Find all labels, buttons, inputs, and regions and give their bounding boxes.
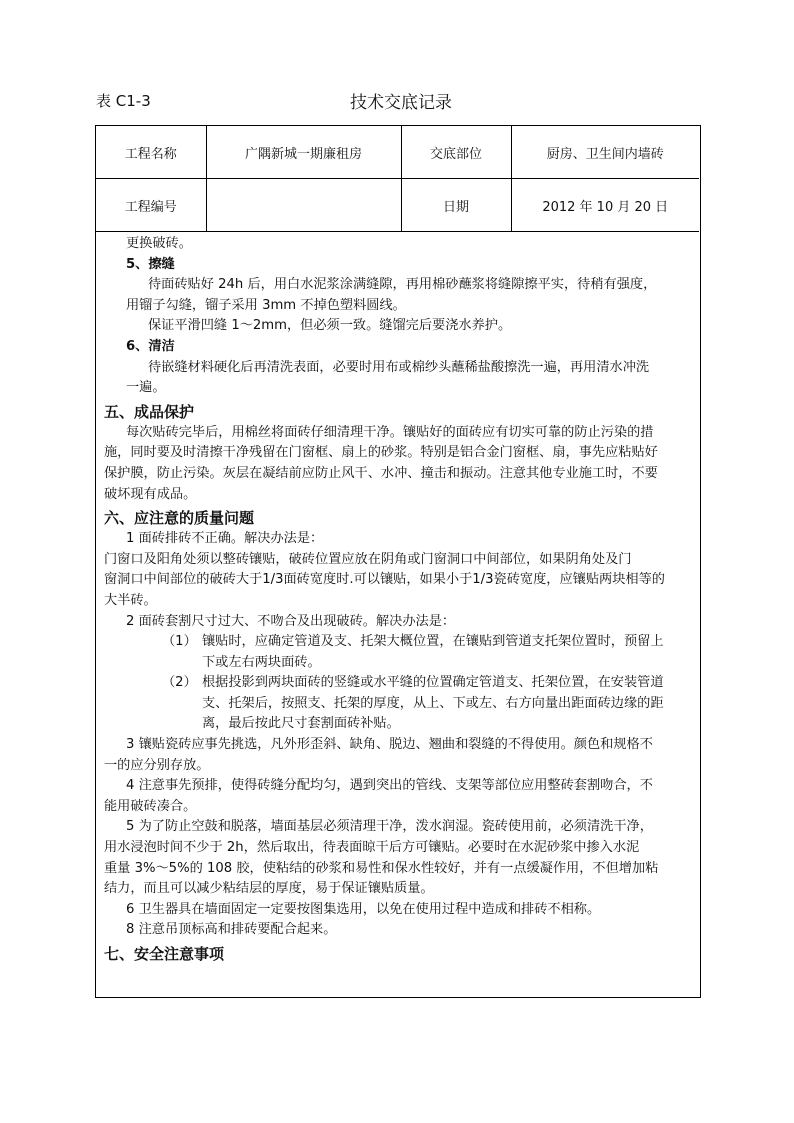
body-line: 更换破砖。 bbox=[126, 236, 192, 251]
numbered-item-2 bbox=[104, 673, 689, 735]
project-name-value: 广隅新城一期廉租房 bbox=[206, 126, 401, 179]
date-label: 日期 bbox=[401, 179, 511, 232]
body-line: 一遍。 bbox=[126, 380, 166, 396]
body-line: 待面砖贴好 24h 后，用白水泥浆涂满缝隙，再用棉砂蘸浆将缝隙擦平实，待稍有强度， bbox=[148, 277, 657, 293]
form-code: 表 C1-3 bbox=[96, 92, 151, 110]
body-line: 5 为了防止空鼓和脱落，墙面基层必须清理干净，泼水润湿。瓷砖使用前，必须清洗干净， bbox=[126, 819, 653, 835]
info-row-1 bbox=[96, 126, 699, 179]
section-heading-finished-product-protection: 五、成品保护 bbox=[104, 402, 195, 421]
record-frame bbox=[95, 125, 701, 998]
body-line: 1 面砖排砖不正确。解决办法是： bbox=[126, 531, 324, 547]
body-line: 重量 3%～5%的 108 胶，使粘结的砂浆和易性和保水性较好，并有一点缓凝作用，不但增加粘 bbox=[104, 860, 659, 876]
date-value: 2012 年 10 月 20 日 bbox=[511, 179, 699, 232]
body-line: 结力，而且可以减少粘结层的厚度，易于保证镶贴质量。 bbox=[104, 881, 434, 897]
location-value: 厨房、卫生间内墙砖 bbox=[511, 126, 699, 179]
body-line: 用水浸泡时间不少于 2h，然后取出，待表面晾干后方可镶贴。必要时在水泥砂浆中掺入水泥 bbox=[104, 840, 640, 856]
body-line: 施，同时要及时清擦干净残留在门窗框、扇上的砂浆。特别是铝合金门窗框、扇，事先应粘贴好 bbox=[104, 445, 658, 461]
body-line: 待嵌缝材料硬化后再清洗表面，必要时用布或棉纱头蘸稀盐酸擦洗一遍，再用清水冲洗 bbox=[148, 359, 650, 375]
location-label: 交底部位 bbox=[401, 126, 511, 179]
project-name-label: 工程名称 bbox=[96, 126, 206, 179]
body-line: 保证平滑凹缝 1～2mm，但必须一致。缝馏完后要浇水养护。 bbox=[148, 318, 512, 334]
body-line: 下或左右两块面砖。 bbox=[202, 654, 321, 670]
body-line: 6 卫生器具在墙面固定一定要按图集选用，以免在使用过程中造成和排砖不相称。 bbox=[126, 901, 601, 917]
section-heading-safety: 七、安全注意事项 bbox=[104, 945, 225, 963]
body-line: 4 注意事先预排，使得砖缝分配均匀，遇到突出的管线、支架等部位应用整砖套割吻合，不 bbox=[126, 778, 653, 794]
body-line: 破坏现有成品。 bbox=[104, 486, 197, 502]
body-content bbox=[96, 232, 699, 992]
body-line: 根据投影到两块面砖的竖缝或水平缝的位置确定管道支、托架位置，在安装管道 bbox=[202, 675, 664, 691]
project-no-label: 工程编号 bbox=[96, 179, 206, 232]
item-number: （1） bbox=[162, 634, 197, 650]
body-line: 能用破砖凑合。 bbox=[104, 798, 197, 814]
body-line: 保护膜，防止污染。灰层在凝结前应防止风干、水冲、撞击和振动。注意其他专业施工时，不要 bbox=[104, 465, 658, 481]
body-line: 镶贴时，应确定管道及支、托架大概位置，在镶贴到管道支托架位置时，预留上 bbox=[202, 634, 664, 650]
section-heading-quality-issues: 六、应注意的质量问题 bbox=[104, 509, 255, 528]
body-line: 大半砖。 bbox=[104, 592, 157, 608]
body-line: 用镏子勾缝，镏子采用 3mm 不掉色塑料圆线。 bbox=[126, 297, 406, 313]
info-table bbox=[96, 126, 699, 232]
project-no-value bbox=[206, 179, 401, 232]
body-line: 离，最后按此尺寸套割面砖补贴。 bbox=[202, 716, 400, 732]
body-line: 门窗口及阳角处须以整砖镶贴，破砖位置应放在阴角或门窗洞口中间部位，如果阴角处及门 bbox=[104, 551, 632, 567]
item-number: （2） bbox=[162, 675, 197, 691]
subheading-cleaning: 6、清洁 bbox=[126, 338, 175, 354]
body-line: 8 注意吊顶标高和排砖要配合起来。 bbox=[126, 922, 337, 938]
body-line: 3 镶贴瓷砖应事先挑选，凡外形歪斜、缺角、脱边、翘曲和裂缝的不得使用。颜色和规格不 bbox=[126, 737, 653, 753]
body-line: 窗洞口中间部位的破砖大于1/3面砖宽度时.可以镶贴，如果小于1/3瓷砖宽度，应镶贴两块相等的 bbox=[104, 572, 665, 588]
body-line: 每次贴砖完毕后，用棉丝将面砖仔细清理干净。镶贴好的面砖应有切实可靠的防止污染的措 bbox=[126, 424, 654, 440]
subheading-grouting: 5、擦缝 bbox=[126, 256, 175, 272]
body-line: 一的应分别存放。 bbox=[104, 757, 210, 773]
body-line: 支、托架后，按照支、托架的厚度，从上、下或左、右方向量出距面砖边缘的距 bbox=[202, 695, 664, 711]
info-row-2 bbox=[96, 179, 699, 232]
numbered-item-1 bbox=[104, 632, 689, 673]
document-title: 技术交底记录 bbox=[350, 93, 452, 113]
body-line: 2 面砖套割尺寸过大、不吻合及出现破砖。解决办法是： bbox=[126, 613, 456, 629]
